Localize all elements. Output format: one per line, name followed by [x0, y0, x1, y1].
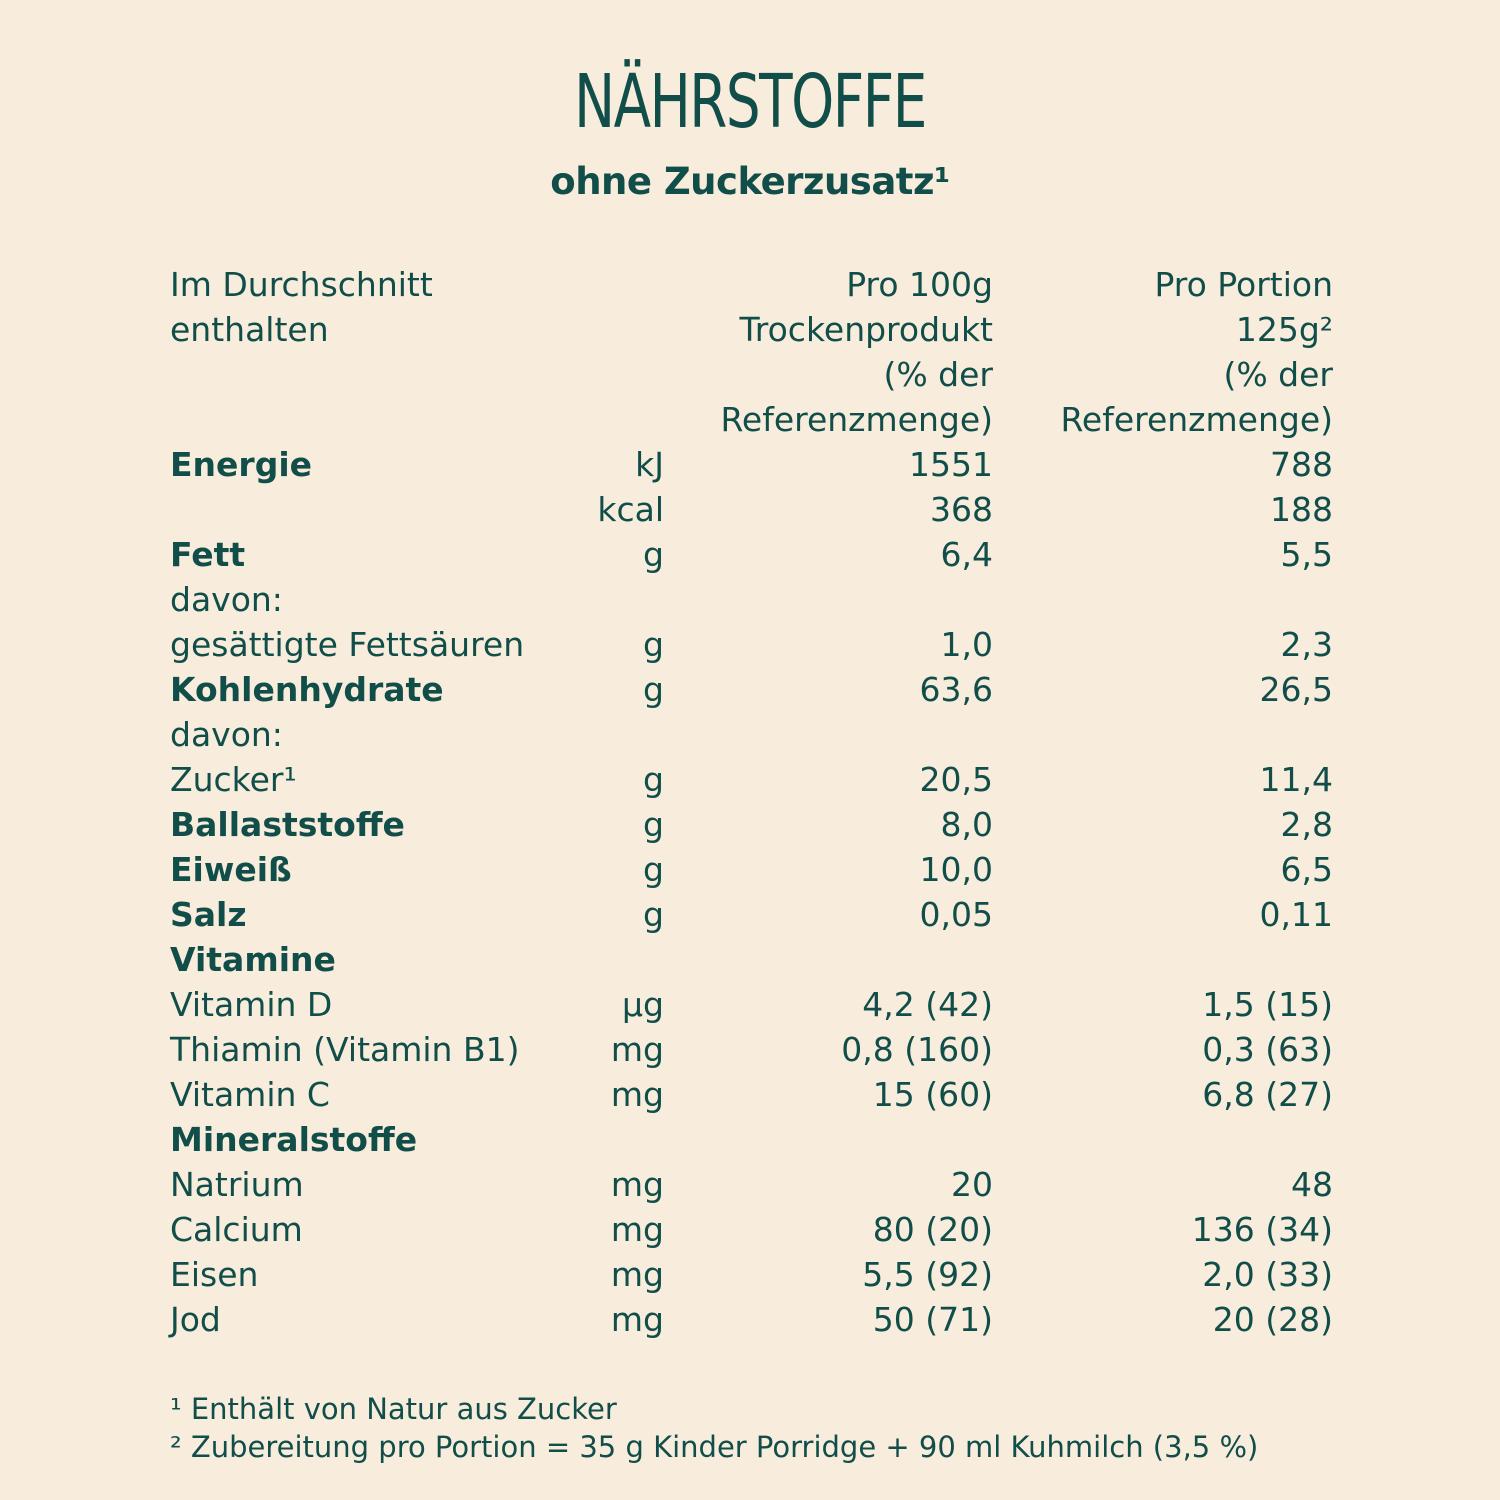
table-row [170, 937, 1335, 982]
table-row [170, 1162, 1335, 1207]
row-value-per-100g: 368 [930, 490, 993, 529]
row-value-per-100g: 0,8 (160) [841, 1030, 993, 1069]
row-value-per-portion: 5,5 [1280, 535, 1333, 574]
row-value-per-100g: 15 (60) [872, 1075, 993, 1114]
row-unit: kJ [635, 445, 664, 484]
row-unit: mg [610, 1255, 664, 1294]
table-row [170, 712, 1335, 757]
row-label: davon: [170, 715, 283, 754]
table-row [170, 982, 1335, 1027]
row-unit: g [643, 850, 664, 889]
footnote-1: ¹ Enthält von Natur aus Zucker [170, 1392, 617, 1426]
row-value-per-100g: 6,4 [940, 535, 993, 574]
header-per100g-line: Trockenprodukt [739, 310, 993, 349]
row-value-per-portion: 26,5 [1259, 670, 1333, 709]
row-unit: g [643, 895, 664, 934]
row-label: Natrium [170, 1165, 304, 1204]
nutrition-table [170, 262, 1335, 1342]
row-value-per-100g: 1,0 [940, 625, 993, 664]
row-label: Energie [170, 445, 313, 484]
row-label: Calcium [170, 1210, 303, 1249]
row-label: Vitamin D [170, 985, 333, 1024]
table-row [170, 532, 1335, 577]
table-row [170, 1207, 1335, 1252]
row-label: Eisen [170, 1255, 259, 1294]
header-label-line: Im Durchschnitt [170, 265, 433, 304]
row-label: Jod [170, 1300, 221, 1339]
table-header-row [170, 262, 1335, 307]
table-header-row [170, 307, 1335, 352]
header-perportion-line: Referenzmenge) [1060, 400, 1333, 439]
table-body [170, 442, 1335, 1342]
footnote-2: ² Zubereitung pro Portion = 35 g Kinder Porridge + 90 ml Kuhmilch (3,5 %) [170, 1430, 1259, 1464]
row-value-per-portion: 0,11 [1259, 895, 1333, 934]
row-value-per-100g: 0,05 [919, 895, 993, 934]
page-title: NÄHRSTOFFE [574, 59, 926, 145]
header-per100g-line: Referenzmenge) [720, 400, 993, 439]
table-row [170, 1297, 1335, 1342]
row-unit: mg [610, 1030, 664, 1069]
row-unit: mg [610, 1075, 664, 1114]
row-value-per-100g: 8,0 [940, 805, 993, 844]
row-unit: kcal [597, 490, 664, 529]
table-row [170, 847, 1335, 892]
table-row [170, 1027, 1335, 1072]
row-value-per-portion: 6,5 [1280, 850, 1333, 889]
row-label: Thiamin (Vitamin B1) [170, 1030, 520, 1069]
header-per100g-line: (% der [883, 355, 993, 394]
row-value-per-100g: 20,5 [919, 760, 993, 799]
row-value-per-100g: 1551 [909, 445, 993, 484]
header-perportion-line: (% der [1223, 355, 1333, 394]
row-unit: g [643, 535, 664, 574]
row-value-per-portion: 2,8 [1280, 805, 1333, 844]
row-label: Zucker¹ [170, 760, 297, 799]
row-label: Vitamine [170, 940, 336, 979]
row-value-per-100g: 5,5 (92) [862, 1255, 993, 1294]
table-header-row [170, 352, 1335, 397]
table-row [170, 757, 1335, 802]
page-subtitle: ohne Zuckerzusatz¹ [550, 160, 950, 203]
table-header-row [170, 397, 1335, 442]
row-value-per-100g: 63,6 [919, 670, 993, 709]
row-value-per-portion: 1,5 (15) [1202, 985, 1333, 1024]
table-row [170, 442, 1335, 487]
row-value-per-portion: 188 [1270, 490, 1333, 529]
header-perportion-line: Pro Portion [1154, 265, 1333, 304]
row-value-per-100g: 4,2 (42) [862, 985, 993, 1024]
header-label-line: enthalten [170, 310, 329, 349]
table-row [170, 802, 1335, 847]
row-label: Ballaststoffe [170, 805, 405, 844]
row-unit: mg [610, 1165, 664, 1204]
footnotes [170, 1390, 1370, 1466]
row-label: Mineralstoffe [170, 1120, 418, 1159]
row-value-per-100g: 20 [951, 1165, 993, 1204]
row-value-per-portion: 6,8 (27) [1202, 1075, 1333, 1114]
table-row [170, 487, 1335, 532]
row-unit: mg [610, 1210, 664, 1249]
table-row [170, 667, 1335, 712]
row-value-per-portion: 0,3 (63) [1202, 1030, 1333, 1069]
table-row [170, 577, 1335, 622]
row-unit: mg [610, 1300, 664, 1339]
row-value-per-portion: 2,0 (33) [1202, 1255, 1333, 1294]
row-unit: g [643, 805, 664, 844]
row-label: Eiweiß [170, 850, 292, 889]
row-value-per-portion: 136 (34) [1191, 1210, 1333, 1249]
table-row [170, 892, 1335, 937]
row-value-per-portion: 2,3 [1280, 625, 1333, 664]
row-value-per-100g: 50 (71) [872, 1300, 993, 1339]
table-row [170, 1117, 1335, 1162]
table-row [170, 1252, 1335, 1297]
header-per100g-line: Pro 100g [846, 265, 993, 304]
row-value-per-100g: 10,0 [919, 850, 993, 889]
row-label: Vitamin C [170, 1075, 330, 1114]
row-label: Fett [170, 535, 246, 574]
row-label: Salz [170, 895, 247, 934]
row-value-per-portion: 788 [1270, 445, 1333, 484]
table-row [170, 622, 1335, 667]
row-label: Kohlenhydrate [170, 670, 444, 709]
row-unit: g [643, 670, 664, 709]
row-value-per-portion: 11,4 [1259, 760, 1333, 799]
row-unit: g [643, 625, 664, 664]
row-label: davon: [170, 580, 283, 619]
row-unit: µg [622, 985, 664, 1024]
row-unit: g [643, 760, 664, 799]
row-value-per-portion: 20 (28) [1212, 1300, 1333, 1339]
row-value-per-portion: 48 [1291, 1165, 1333, 1204]
row-label: gesättigte Fettsäuren [170, 625, 525, 664]
row-value-per-100g: 80 (20) [872, 1210, 993, 1249]
header-perportion-line: 125g² [1235, 310, 1333, 349]
table-row [170, 1072, 1335, 1117]
